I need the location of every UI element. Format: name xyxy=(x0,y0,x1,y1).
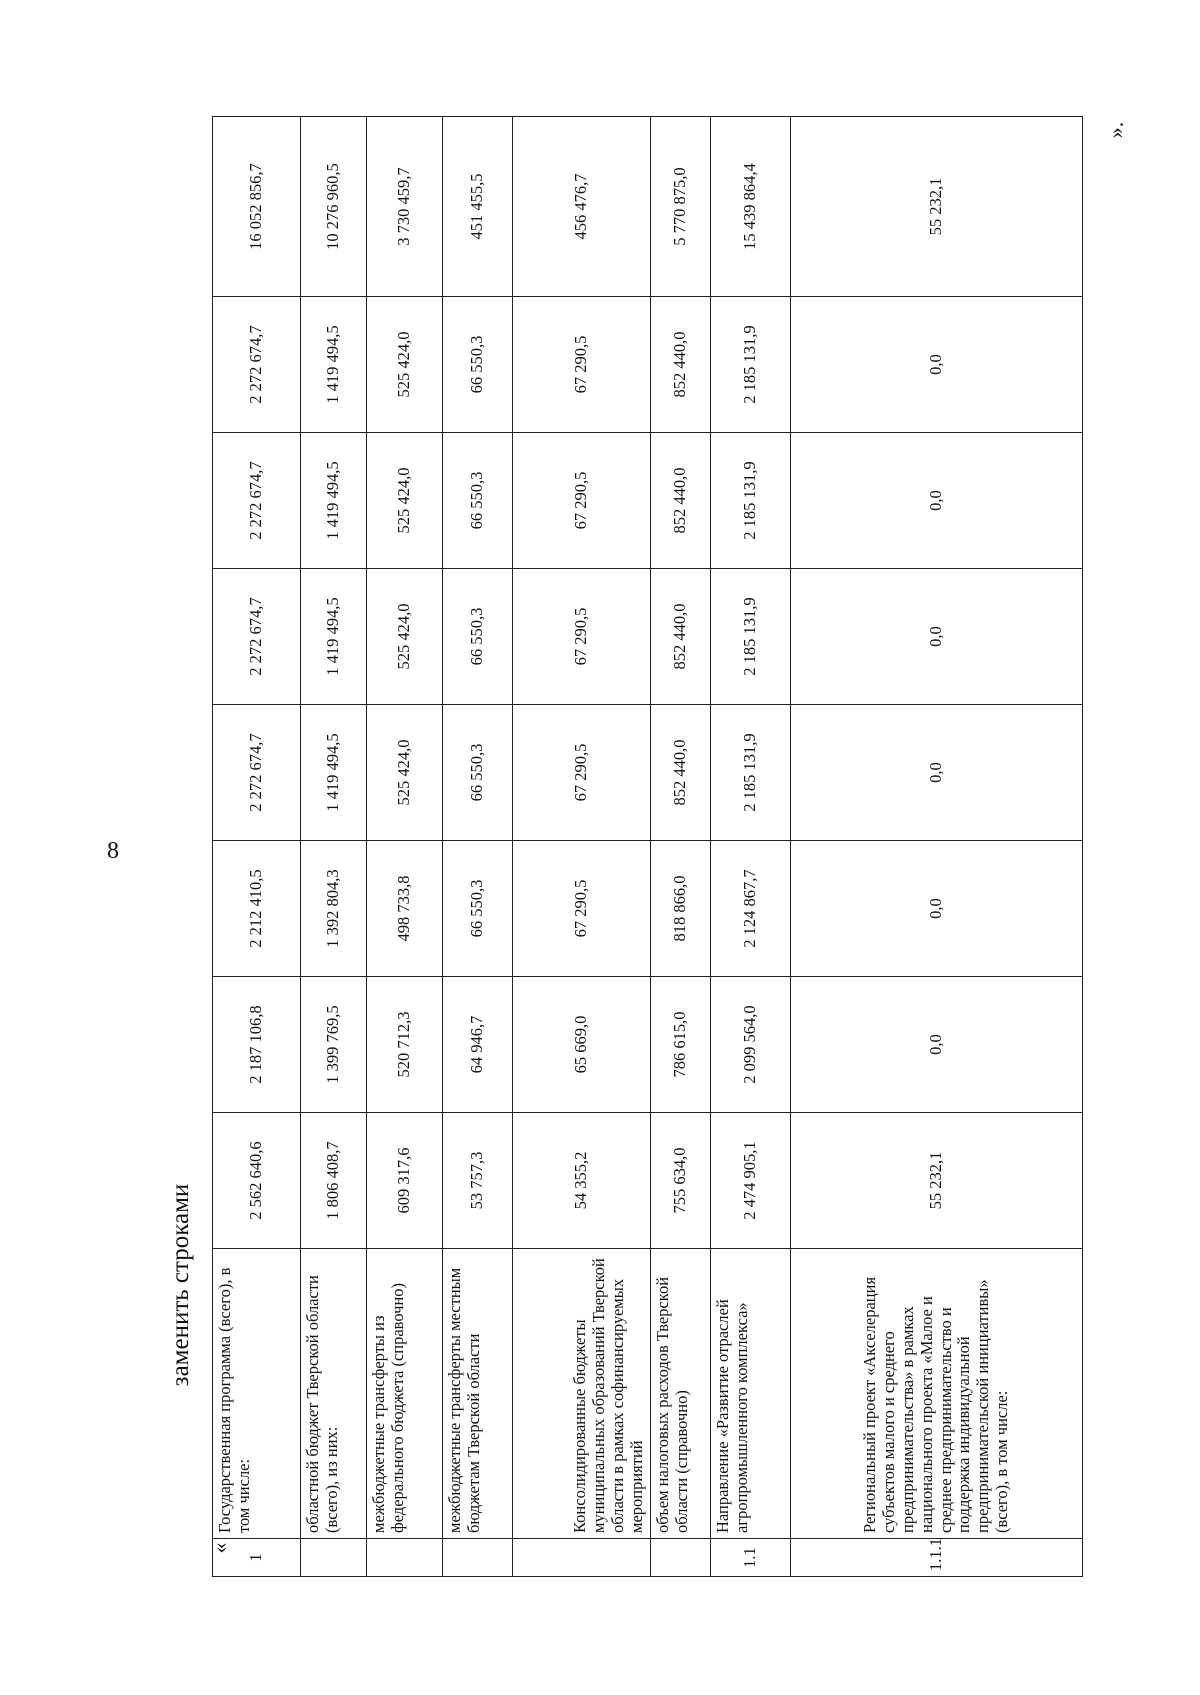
row-code: 1.1 xyxy=(711,1539,791,1577)
value-cell: 498 733,8 xyxy=(367,841,443,977)
row-label: межбюджетные трансферты местным бюджетам Тверской области xyxy=(443,1249,513,1539)
value-cell: 525 424,0 xyxy=(367,297,443,433)
value-cell: 852 440,0 xyxy=(651,433,711,569)
value-cell: 2 272 674,7 xyxy=(213,297,301,433)
value-cell: 2 185 131,9 xyxy=(711,433,791,569)
value-cell: 2 185 131,9 xyxy=(711,705,791,841)
value-cell: 525 424,0 xyxy=(367,705,443,841)
value-cell: 3 730 459,7 xyxy=(367,117,443,297)
table-row xyxy=(711,117,791,1577)
row-code xyxy=(301,1539,367,1577)
value-cell: 10 276 960,5 xyxy=(301,117,367,297)
row-label: Консолидированные бюджеты муниципальных образований Тверской области в рамках софинансируемых мероприятий xyxy=(513,1249,651,1539)
value-cell: 852 440,0 xyxy=(651,569,711,705)
value-cell: 66 550,3 xyxy=(443,569,513,705)
table-row xyxy=(367,117,443,1577)
row-label: Региональный проект «Акселерация субъектов малого и среднего предпринимательства» в рамках национального проекта «Малое и среднее предпринимательство и поддержка индивидуальной предпринимательской инициативы» (всего), в том числе: xyxy=(791,1249,1083,1539)
value-cell: 0,0 xyxy=(791,433,1083,569)
value-cell: 1 392 804,3 xyxy=(301,841,367,977)
close-quote: ». xyxy=(1103,121,1128,139)
value-cell: 5 770 875,0 xyxy=(651,117,711,297)
value-cell: 755 634,0 xyxy=(651,1113,711,1249)
value-cell: 1 419 494,5 xyxy=(301,705,367,841)
value-cell: 818 866,0 xyxy=(651,841,711,977)
value-cell: 67 290,5 xyxy=(513,433,651,569)
value-cell: 1 419 494,5 xyxy=(301,569,367,705)
row-code xyxy=(443,1539,513,1577)
value-cell: 15 439 864,4 xyxy=(711,117,791,297)
table-row xyxy=(513,117,651,1577)
value-cell: 2 124 867,7 xyxy=(711,841,791,977)
value-cell: 55 232,1 xyxy=(791,1113,1083,1249)
table-row xyxy=(301,117,367,1577)
row-code xyxy=(651,1539,711,1577)
value-cell: 852 440,0 xyxy=(651,297,711,433)
value-cell: 67 290,5 xyxy=(513,297,651,433)
value-cell: 67 290,5 xyxy=(513,705,651,841)
table-row xyxy=(443,117,513,1577)
value-cell: 16 052 856,7 xyxy=(213,117,301,297)
value-cell: 67 290,5 xyxy=(513,569,651,705)
value-cell: 525 424,0 xyxy=(367,433,443,569)
value-cell: 65 669,0 xyxy=(513,977,651,1113)
value-cell: 2 272 674,7 xyxy=(213,569,301,705)
row-label: Государственная программа (всего), в том числе: xyxy=(213,1249,301,1539)
row-code xyxy=(513,1539,651,1577)
row-label: Направление «Развитие отраслей агропромышленного комплекса» xyxy=(711,1249,791,1539)
row-label: областной бюджет Тверской области (всего), из них: xyxy=(301,1249,367,1539)
table-row xyxy=(651,117,711,1577)
value-cell: 0,0 xyxy=(791,705,1083,841)
value-cell: 53 757,3 xyxy=(443,1113,513,1249)
rotated-table-wrapper xyxy=(212,117,1082,1577)
value-cell: 54 355,2 xyxy=(513,1113,651,1249)
value-cell: 609 317,6 xyxy=(367,1113,443,1249)
value-cell: 67 290,5 xyxy=(513,841,651,977)
value-cell: 786 615,0 xyxy=(651,977,711,1113)
value-cell: 0,0 xyxy=(791,569,1083,705)
value-cell: 0,0 xyxy=(791,841,1083,977)
table-row xyxy=(213,117,301,1577)
row-code: 1.1.1 xyxy=(791,1539,1083,1577)
row-label: объем налоговых расходов Тверской области (справочно) xyxy=(651,1249,711,1539)
value-cell: 852 440,0 xyxy=(651,705,711,841)
budget-table xyxy=(212,116,1083,1577)
value-cell: 1 419 494,5 xyxy=(301,433,367,569)
value-cell: 0,0 xyxy=(791,977,1083,1113)
page-number: 8 xyxy=(107,838,119,864)
value-cell: 1 419 494,5 xyxy=(301,297,367,433)
value-cell: 2 212 410,5 xyxy=(213,841,301,977)
value-cell: 2 562 640,6 xyxy=(213,1113,301,1249)
value-cell: 520 712,3 xyxy=(367,977,443,1113)
value-cell: 2 185 131,9 xyxy=(711,569,791,705)
value-cell: 55 232,1 xyxy=(791,117,1083,297)
open-quote: « xyxy=(207,1542,232,1554)
table-row xyxy=(791,117,1083,1577)
value-cell: 2 272 674,7 xyxy=(213,705,301,841)
value-cell: 66 550,3 xyxy=(443,705,513,841)
value-cell: 66 550,3 xyxy=(443,841,513,977)
value-cell: 1 806 408,7 xyxy=(301,1113,367,1249)
value-cell: 64 946,7 xyxy=(443,977,513,1113)
value-cell: 456 476,7 xyxy=(513,117,651,297)
value-cell: 2 187 106,8 xyxy=(213,977,301,1113)
value-cell: 2 272 674,7 xyxy=(213,433,301,569)
value-cell: 2 185 131,9 xyxy=(711,297,791,433)
row-code xyxy=(367,1539,443,1577)
value-cell: 1 399 769,5 xyxy=(301,977,367,1113)
value-cell: 2 474 905,1 xyxy=(711,1113,791,1249)
row-label: межбюджетные трансферты из федерального бюджета (справочно) xyxy=(367,1249,443,1539)
value-cell: 525 424,0 xyxy=(367,569,443,705)
value-cell: 66 550,3 xyxy=(443,433,513,569)
value-cell: 0,0 xyxy=(791,297,1083,433)
row-code: 1 xyxy=(213,1539,301,1577)
value-cell: 2 099 564,0 xyxy=(711,977,791,1113)
value-cell: 451 455,5 xyxy=(443,117,513,297)
replace-heading: заменить строками xyxy=(167,1183,194,1387)
value-cell: 66 550,3 xyxy=(443,297,513,433)
